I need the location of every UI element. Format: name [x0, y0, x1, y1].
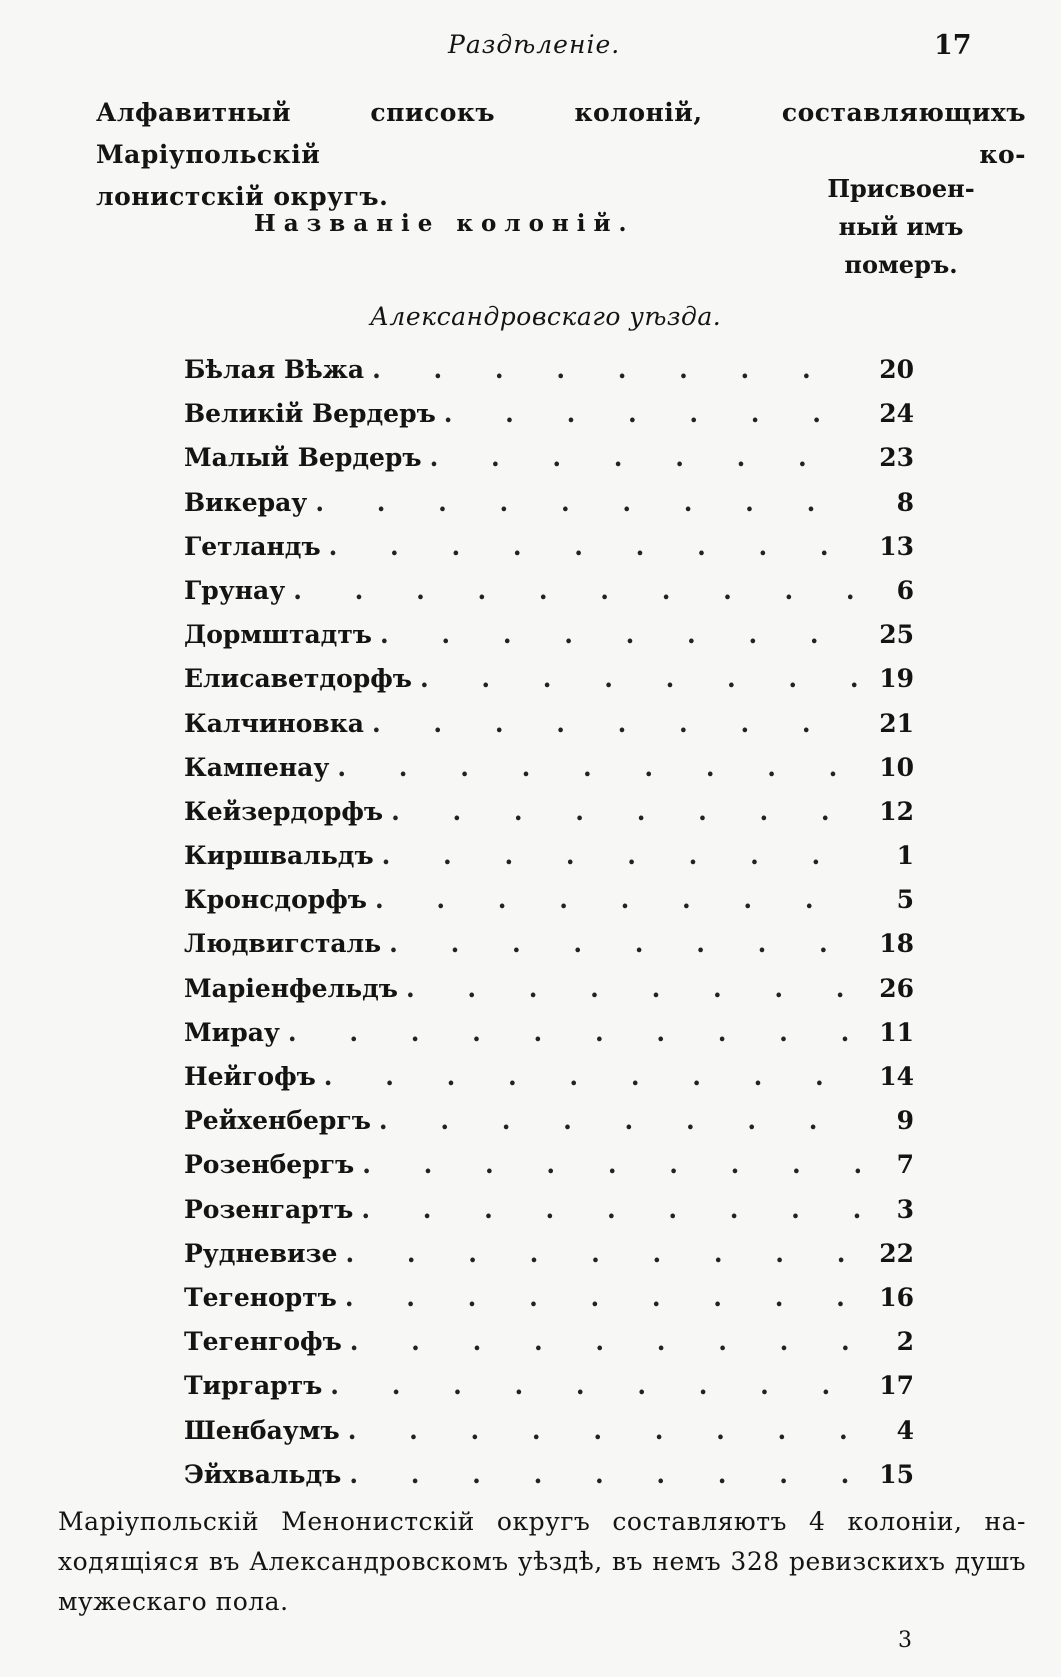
colony-number: 12 [879, 796, 914, 826]
colony-row [184, 841, 914, 885]
colony-number: 19 [879, 664, 914, 694]
colony-number: 25 [879, 620, 914, 650]
colony-row [184, 1239, 914, 1283]
colony-name: Дормштадтъ [184, 620, 372, 650]
column-header-name: Названіе колоній. [254, 210, 635, 237]
colony-number: 18 [879, 929, 914, 959]
dot-leader [420, 664, 860, 693]
colony-row [184, 1371, 914, 1415]
dot-leader [348, 1416, 860, 1445]
page-number: 17 [934, 30, 972, 61]
colony-name: Розенгартъ [184, 1194, 354, 1224]
colony-number: 11 [879, 1017, 914, 1047]
colony-list [184, 355, 914, 1504]
colony-name: Тегенортъ [184, 1282, 337, 1312]
dot-leader [380, 620, 860, 649]
colony-number: 14 [879, 1062, 914, 1091]
colony-name: Великій Вердеръ [184, 399, 436, 429]
colony-name: Грунау [184, 575, 286, 605]
colony-row [184, 1150, 914, 1194]
colony-name: Людвигсталь [184, 929, 382, 959]
colony-row [184, 443, 914, 487]
dot-leader [315, 488, 860, 517]
colony-row [184, 576, 914, 620]
colony-row [184, 974, 914, 1018]
colony-number: 4 [896, 1415, 914, 1445]
colony-number: 8 [896, 487, 914, 517]
colony-name: Елисаветдорфъ [184, 664, 412, 694]
dot-leader [372, 355, 860, 384]
dot-leader [350, 1327, 860, 1356]
colony-name: Кейзердорфъ [184, 796, 384, 826]
colony-name: Мирау [184, 1017, 280, 1047]
colony-number: 15 [879, 1459, 914, 1489]
column-header-number-line: Присвоен- [827, 174, 975, 203]
colony-row [184, 1460, 914, 1504]
summary-line-2: ходящіяся въ Александровскомъ уѣздѣ, въ немъ 328 ревизскихъ душъ [58, 1547, 1026, 1576]
dot-leader [293, 576, 860, 605]
colony-row [184, 1416, 914, 1460]
colony-number: 17 [879, 1371, 914, 1401]
dot-leader [444, 399, 860, 428]
dot-leader [389, 929, 860, 958]
colony-number: 23 [879, 443, 914, 473]
summary-paragraph [58, 1502, 1026, 1622]
dot-leader [391, 797, 860, 826]
colony-name: Гетландъ [184, 531, 321, 561]
colony-name: Бѣлая Вѣжа [184, 355, 365, 384]
colony-number: 5 [896, 885, 914, 915]
intro-line-2: лонистскій округъ. [96, 182, 389, 211]
colony-name: Розенбергъ [184, 1150, 355, 1180]
colony-name: Викерау [184, 487, 308, 517]
colony-number: 10 [879, 752, 914, 782]
colony-number: 22 [879, 1238, 914, 1268]
summary-line-1: Маріупольскій Менонистскій округъ составляютъ 4 колоніи, на- [58, 1507, 1026, 1536]
colony-row [184, 1106, 914, 1150]
colony-row [184, 355, 914, 399]
column-header-number [826, 170, 976, 284]
colony-name: Кронсдорфъ [184, 885, 367, 915]
dot-leader [345, 1283, 860, 1312]
dot-leader [330, 1371, 860, 1400]
colony-row [184, 753, 914, 797]
colony-name: Малый Вердеръ [184, 443, 422, 473]
colony-number: 1 [896, 841, 914, 871]
dot-leader [329, 532, 860, 561]
colony-row [184, 709, 914, 753]
colony-name: Калчиновка [184, 708, 365, 738]
dot-leader [345, 1239, 860, 1268]
colony-number: 26 [879, 973, 914, 1003]
dot-leader [375, 885, 860, 914]
colony-row [184, 399, 914, 443]
dot-leader [349, 1460, 860, 1489]
dot-leader [361, 1195, 860, 1224]
colony-row [184, 620, 914, 664]
colony-row [184, 1195, 914, 1239]
dot-leader [362, 1150, 860, 1179]
dot-leader [382, 841, 860, 870]
colony-row [184, 1283, 914, 1327]
intro-line-1: Алфавитный списокъ колоній, составляющихъ Маріупольскій ко- [96, 98, 1026, 169]
dot-leader [406, 974, 860, 1003]
district-heading: Александровскаго уѣзда. [370, 302, 722, 331]
colony-row [184, 664, 914, 708]
colony-name: Шенбаумъ [184, 1415, 340, 1445]
column-header-number-line: ный имъ [838, 212, 964, 241]
colony-row [184, 1062, 914, 1106]
colony-number: 2 [896, 1327, 914, 1357]
colony-name: Рейхенбергъ [184, 1106, 371, 1136]
dot-leader [288, 1018, 860, 1047]
colony-number: 16 [879, 1282, 914, 1312]
colony-number: 9 [896, 1106, 914, 1136]
colony-name: Киршвальдъ [184, 841, 374, 871]
colony-number: 24 [879, 399, 914, 429]
colony-row [184, 885, 914, 929]
running-header-title: Раздѣленіе. [448, 30, 621, 59]
colony-name: Рудневизе [184, 1238, 338, 1268]
colony-row [184, 1327, 914, 1371]
colony-number: 20 [879, 355, 914, 384]
summary-line-3: мужескаго пола. [58, 1587, 289, 1616]
dot-leader [379, 1106, 860, 1135]
column-header-number-line: померъ. [844, 250, 958, 279]
colony-number: 3 [896, 1194, 914, 1224]
colony-number: 13 [879, 531, 914, 561]
colony-name: Нейгофъ [184, 1062, 316, 1091]
colony-name: Эйхвальдъ [184, 1459, 342, 1489]
dot-leader [337, 753, 860, 782]
colony-number: 7 [896, 1150, 914, 1180]
colony-name: Тиргартъ [184, 1371, 323, 1401]
colony-row [184, 1018, 914, 1062]
colony-number: 21 [879, 708, 914, 738]
colony-row [184, 929, 914, 973]
colony-name: Маріенфельдъ [184, 973, 398, 1003]
signature-mark: 3 [898, 1628, 912, 1653]
colony-row [184, 488, 914, 532]
colony-name: Тегенгофъ [184, 1327, 342, 1357]
dot-leader [324, 1062, 860, 1091]
colony-name: Кампенау [184, 752, 330, 782]
dot-leader [372, 709, 860, 738]
dot-leader [430, 443, 860, 472]
colony-row [184, 532, 914, 576]
colony-row [184, 797, 914, 841]
colony-number: 6 [896, 575, 914, 605]
